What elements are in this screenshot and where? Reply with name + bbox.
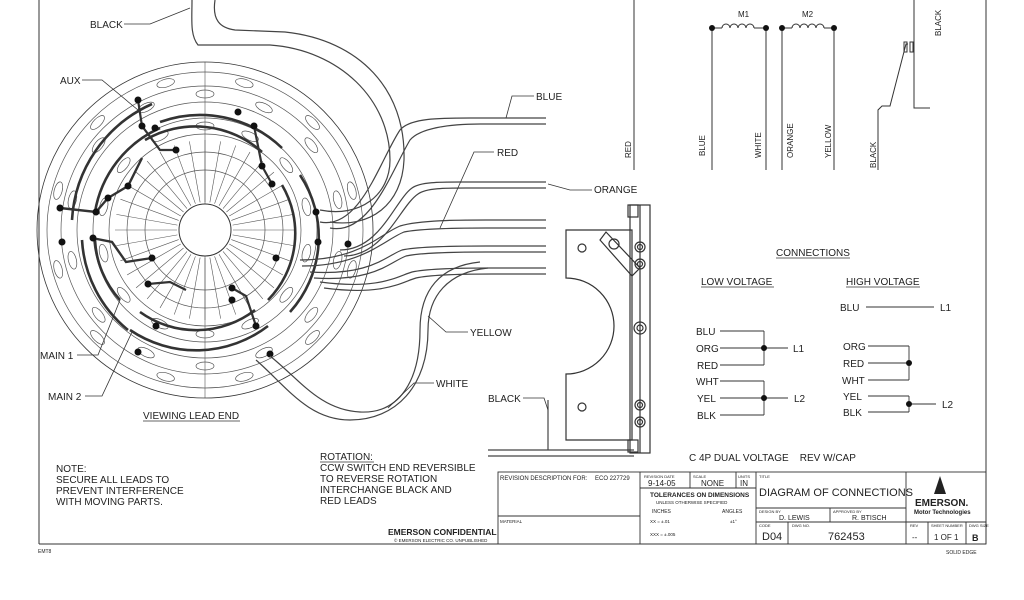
schematic-lead: RED xyxy=(624,141,633,158)
lead-wires xyxy=(192,0,634,456)
schematic-lead: YELLOW xyxy=(824,124,833,158)
label-black-lower: BLACK xyxy=(488,394,521,405)
label-main1: MAIN 1 xyxy=(40,351,74,362)
label-red: RED xyxy=(497,148,519,159)
schematic-lead: BLACK xyxy=(934,9,943,36)
brand-sub: Motor Technologies xyxy=(914,510,971,516)
label-white: WHITE xyxy=(436,379,469,390)
rev-value: -- xyxy=(912,533,918,542)
code-value: D04 xyxy=(762,531,783,543)
angles-label: ANGLES xyxy=(722,509,743,515)
rotation-block xyxy=(320,452,476,507)
rotation-title: ROTATION: xyxy=(320,452,373,463)
schematic-dots xyxy=(709,25,837,31)
scale-value: NONE xyxy=(701,479,725,488)
lead-code: BLK xyxy=(697,411,716,422)
size-label: DWG SIZE xyxy=(969,523,989,528)
title-label: TITLE xyxy=(759,474,770,479)
title-block-text xyxy=(388,474,989,543)
line-l2: L2 xyxy=(942,400,954,411)
line-l1: L1 xyxy=(940,303,952,314)
material-label: MATERIAL xyxy=(500,519,523,524)
brand-name: EMERSON. xyxy=(915,498,969,509)
label-yellow: YELLOW xyxy=(470,328,512,339)
confidential-sub: © EMERSON ELECTRIC CO. UNPUBLISHED xyxy=(394,538,488,543)
connection-lines xyxy=(720,307,936,415)
note-block xyxy=(56,464,184,508)
high-voltage-title: HIGH VOLTAGE xyxy=(846,277,920,288)
stator-winding xyxy=(37,62,373,398)
rotation-line: CCW SWITCH END REVERSIBLE xyxy=(320,463,476,474)
lead-code: RED xyxy=(697,361,719,372)
drawn-label: DESIGN BY xyxy=(759,509,781,514)
label-black-top: BLACK xyxy=(90,20,123,31)
footer-right: SOLID EDGE xyxy=(946,550,977,556)
eco-number: ECO 227729 xyxy=(595,476,630,482)
rotation-line: RED LEADS xyxy=(320,496,377,507)
tolerance-angle: ±1° xyxy=(730,519,737,524)
low-voltage-title: LOW VOLTAGE xyxy=(701,277,773,288)
scale-label: SCALE xyxy=(693,474,707,479)
sheet-label: SHEET NUMBER xyxy=(931,523,963,528)
connections-title: CONNECTIONS xyxy=(776,248,850,259)
schematic-lead: WHITE xyxy=(754,132,763,158)
m2-label: M2 xyxy=(802,10,814,19)
tolerances-sub: UNLESS OTHERWISE SPECIFIED xyxy=(656,500,728,505)
lead-code: YEL xyxy=(697,394,716,405)
note-title: NOTE: xyxy=(56,464,87,475)
rotation-line: INTERCHANGE BLACK AND xyxy=(320,485,452,496)
emerson-logo-icon xyxy=(934,476,946,494)
lead-code: YEL xyxy=(843,392,862,403)
note-line: SECURE ALL LEADS TO xyxy=(56,475,170,486)
label-blue: BLUE xyxy=(536,92,563,103)
confidential-label: EMERSON CONFIDENTIAL xyxy=(388,527,497,537)
code-label: CODE xyxy=(759,523,771,528)
footer-left: EMT8 xyxy=(38,549,52,555)
label-aux: AUX xyxy=(60,76,81,87)
lead-code: ORG xyxy=(696,344,719,355)
label-main2: MAIN 2 xyxy=(48,392,82,403)
drawing-title: DIAGRAM OF CONNECTIONS xyxy=(759,487,914,499)
size-value: B xyxy=(972,533,979,543)
lead-code: BLK xyxy=(843,408,862,419)
lead-code: ORG xyxy=(843,342,866,353)
units-value: IN xyxy=(740,479,748,488)
revision-label: REVISION DESCRIPTION FOR: xyxy=(500,476,588,482)
drawn-by: D. LEWIS xyxy=(779,515,810,522)
rev-label: REV xyxy=(910,523,919,528)
schematic-lead: BLACK xyxy=(869,141,878,168)
switch-assembly xyxy=(566,205,650,453)
revision-date: 9-14-05 xyxy=(648,479,676,488)
drawing-number: 762453 xyxy=(828,531,865,543)
lead-code: BLU xyxy=(696,327,716,338)
diagram-caption: C 4P DUAL VOLTAGE REV W/CAP xyxy=(689,453,856,464)
line-l2: L2 xyxy=(794,394,806,405)
lead-labels xyxy=(40,8,638,422)
schematic-lead: BLUE xyxy=(698,135,707,156)
schematic-labels xyxy=(624,9,943,168)
m1-label: M1 xyxy=(738,10,750,19)
approved-label: APPROVED BY xyxy=(833,509,862,514)
label-orange: ORANGE xyxy=(594,185,638,196)
note-line: PREVENT INTERFERENCE xyxy=(56,486,184,497)
units-label: UNITS xyxy=(738,474,750,479)
inches-label: INCHES xyxy=(652,509,671,515)
lead-code: BLU xyxy=(840,303,860,314)
dwg-label: DWG NO. xyxy=(792,523,810,528)
tolerance-value: XXX = ±.005 xyxy=(650,532,676,537)
connections xyxy=(689,248,954,464)
date-label: REVISION DATE xyxy=(644,474,675,479)
schematic-lead: ORANGE xyxy=(786,123,795,158)
lead-code: WHT xyxy=(842,376,865,387)
tolerances-title: TOLERANCES ON DIMENSIONS xyxy=(650,492,750,499)
viewing-lead-end: VIEWING LEAD END xyxy=(143,411,240,422)
sheet-value: 1 OF 1 xyxy=(934,533,959,542)
rotation-line: TO REVERSE ROTATION xyxy=(320,474,438,485)
line-l1: L1 xyxy=(793,344,805,355)
approved-by: R. BTISCH xyxy=(852,515,887,522)
lead-code: WHT xyxy=(696,377,719,388)
tolerance-value: XX = ±.01 xyxy=(650,519,670,524)
winding-terminals xyxy=(57,97,352,358)
lead-code: RED xyxy=(843,359,865,370)
note-line: WITH MOVING PARTS. xyxy=(56,497,163,508)
